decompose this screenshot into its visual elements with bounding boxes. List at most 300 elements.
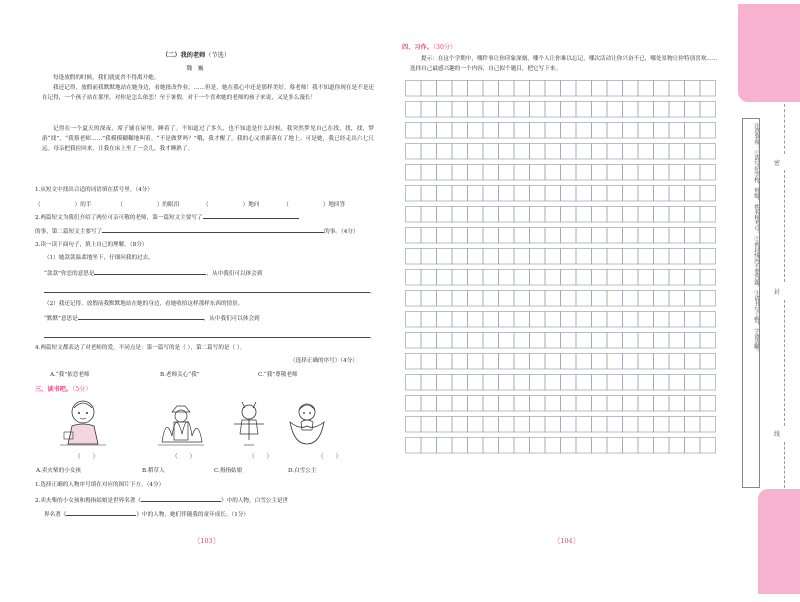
grid-cell[interactable] — [669, 102, 685, 118]
grid-cell[interactable] — [592, 312, 608, 328]
grid-cell[interactable] — [483, 228, 499, 244]
grid-cell[interactable] — [685, 291, 701, 307]
grid-cell[interactable] — [561, 207, 577, 223]
grid-cell[interactable] — [530, 165, 546, 181]
grid-cell[interactable] — [576, 249, 592, 265]
grid-cell[interactable] — [576, 144, 592, 160]
grid-cell[interactable] — [576, 375, 592, 391]
grid-cell[interactable] — [638, 312, 654, 328]
grid-cell[interactable] — [592, 186, 608, 202]
grid-cell[interactable] — [437, 417, 453, 433]
grid-cell[interactable] — [468, 354, 484, 370]
grid-cell[interactable] — [437, 144, 453, 160]
grid-cell[interactable] — [607, 228, 623, 244]
grid-cell[interactable] — [623, 375, 639, 391]
grid-cell[interactable] — [654, 396, 670, 412]
grid-cell[interactable] — [545, 123, 561, 139]
grid-cell[interactable] — [499, 102, 515, 118]
grid-cell[interactable] — [700, 396, 716, 412]
grid-cell[interactable] — [545, 417, 561, 433]
grid-cell[interactable] — [607, 375, 623, 391]
grid-cell[interactable] — [530, 417, 546, 433]
grid-cell[interactable] — [468, 102, 484, 118]
grid-cell[interactable] — [483, 375, 499, 391]
grid-cell[interactable] — [514, 165, 530, 181]
grid-cell[interactable] — [576, 228, 592, 244]
grid-cell[interactable] — [576, 417, 592, 433]
grid-cell[interactable] — [514, 396, 530, 412]
grid-cell[interactable] — [592, 375, 608, 391]
grid-cell[interactable] — [452, 249, 468, 265]
grid-cell[interactable] — [483, 312, 499, 328]
grid-cell[interactable] — [514, 186, 530, 202]
grid-cell[interactable] — [576, 291, 592, 307]
grid-cell[interactable] — [654, 375, 670, 391]
grid-cell[interactable] — [561, 291, 577, 307]
grid-cell[interactable] — [685, 375, 701, 391]
grid-cell[interactable] — [452, 438, 468, 454]
grid-cell[interactable] — [468, 333, 484, 349]
grid-cell[interactable] — [669, 207, 685, 223]
grid-cell[interactable] — [669, 165, 685, 181]
grid-cell[interactable] — [669, 123, 685, 139]
grid-cell[interactable] — [530, 396, 546, 412]
grid-cell[interactable] — [623, 165, 639, 181]
grid-cell[interactable] — [654, 207, 670, 223]
grid-cell[interactable] — [654, 165, 670, 181]
grid-cell[interactable] — [406, 186, 422, 202]
grid-cell[interactable] — [561, 417, 577, 433]
grid-cell[interactable] — [654, 144, 670, 160]
grid-cell[interactable] — [685, 165, 701, 181]
writing-grid[interactable] — [405, 80, 723, 525]
grid-cell[interactable] — [669, 291, 685, 307]
grid-cell[interactable] — [576, 396, 592, 412]
grid-cell[interactable] — [468, 270, 484, 286]
answer-blank[interactable] — [66, 510, 136, 516]
grid-cell[interactable] — [638, 102, 654, 118]
grid-cell[interactable] — [654, 417, 670, 433]
grid-cell[interactable] — [452, 375, 468, 391]
grid-cell[interactable] — [700, 123, 716, 139]
grid-cell[interactable] — [468, 438, 484, 454]
grid-cell[interactable] — [406, 417, 422, 433]
grid-cell[interactable] — [654, 312, 670, 328]
grid-cell[interactable] — [499, 312, 515, 328]
grid-cell[interactable] — [468, 207, 484, 223]
grid-cell[interactable] — [468, 375, 484, 391]
grid-cell[interactable] — [545, 312, 561, 328]
grid-cell[interactable] — [669, 354, 685, 370]
grid-cell[interactable] — [638, 270, 654, 286]
grid-cell[interactable] — [530, 354, 546, 370]
grid-cell[interactable] — [545, 333, 561, 349]
grid-cell[interactable] — [607, 249, 623, 265]
grid-cell[interactable] — [499, 186, 515, 202]
grid-cell[interactable] — [421, 270, 437, 286]
grid-cell[interactable] — [468, 123, 484, 139]
grid-cell[interactable] — [483, 207, 499, 223]
grid-cell[interactable] — [483, 333, 499, 349]
grid-cell[interactable] — [499, 333, 515, 349]
grid-cell[interactable] — [700, 312, 716, 328]
grid-cell[interactable] — [669, 375, 685, 391]
grid-cell[interactable] — [700, 165, 716, 181]
grid-cell[interactable] — [499, 354, 515, 370]
grid-cell[interactable] — [499, 375, 515, 391]
grid-cell[interactable] — [700, 438, 716, 454]
grid-cell[interactable] — [406, 165, 422, 181]
grid-cell[interactable] — [452, 417, 468, 433]
grid-cell[interactable] — [607, 144, 623, 160]
grid-cell[interactable] — [638, 375, 654, 391]
grid-cell[interactable] — [669, 228, 685, 244]
grid-cell[interactable] — [406, 312, 422, 328]
grid-cell[interactable] — [669, 144, 685, 160]
grid-cell[interactable] — [514, 249, 530, 265]
grid-cell[interactable] — [700, 228, 716, 244]
grid-cell[interactable] — [499, 123, 515, 139]
grid-cell[interactable] — [685, 102, 701, 118]
grid-cell[interactable] — [421, 354, 437, 370]
grid-cell[interactable] — [421, 207, 437, 223]
grid-cell[interactable] — [561, 438, 577, 454]
grid-cell[interactable] — [685, 417, 701, 433]
grid-cell[interactable] — [561, 228, 577, 244]
grid-cell[interactable] — [685, 249, 701, 265]
grid-cell[interactable] — [545, 81, 561, 97]
grid-cell[interactable] — [499, 438, 515, 454]
grid-cell[interactable] — [545, 375, 561, 391]
grid-cell[interactable] — [623, 312, 639, 328]
grid-cell[interactable] — [483, 438, 499, 454]
grid-cell[interactable] — [530, 102, 546, 118]
grid-cell[interactable] — [623, 270, 639, 286]
grid-cell[interactable] — [421, 312, 437, 328]
grid-cell[interactable] — [452, 228, 468, 244]
grid-cell[interactable] — [530, 228, 546, 244]
grid-cell[interactable] — [406, 354, 422, 370]
grid-cell[interactable] — [638, 123, 654, 139]
grid-cell[interactable] — [607, 333, 623, 349]
grid-cell[interactable] — [468, 249, 484, 265]
grid-cell[interactable] — [685, 186, 701, 202]
grid-cell[interactable] — [514, 81, 530, 97]
grid-cell[interactable] — [592, 123, 608, 139]
grid-cell[interactable] — [638, 165, 654, 181]
grid-cell[interactable] — [483, 102, 499, 118]
grid-cell[interactable] — [499, 291, 515, 307]
grid-cell[interactable] — [700, 186, 716, 202]
grid-cell[interactable] — [437, 228, 453, 244]
grid-cell[interactable] — [576, 102, 592, 118]
grid-cell[interactable] — [669, 417, 685, 433]
answer-blank[interactable] — [203, 213, 299, 219]
grid-cell[interactable] — [514, 270, 530, 286]
grid-cell[interactable] — [406, 207, 422, 223]
grid-cell[interactable] — [561, 81, 577, 97]
grid-cell[interactable] — [437, 165, 453, 181]
grid-cell[interactable] — [437, 291, 453, 307]
grid-cell[interactable] — [654, 270, 670, 286]
grid-cell[interactable] — [561, 375, 577, 391]
grid-cell[interactable] — [468, 312, 484, 328]
grid-cell[interactable] — [545, 165, 561, 181]
grid-cell[interactable] — [545, 186, 561, 202]
grid-cell[interactable] — [530, 249, 546, 265]
grid-cell[interactable] — [592, 165, 608, 181]
grid-cell[interactable] — [561, 354, 577, 370]
grid-cell[interactable] — [530, 207, 546, 223]
grid-cell[interactable] — [638, 438, 654, 454]
grid-cell[interactable] — [607, 270, 623, 286]
grid-cell[interactable] — [654, 102, 670, 118]
grid-cell[interactable] — [592, 354, 608, 370]
grid-cell[interactable] — [452, 165, 468, 181]
grid-cell[interactable] — [623, 102, 639, 118]
grid-cell[interactable] — [561, 312, 577, 328]
grid-cell[interactable] — [514, 417, 530, 433]
grid-cell[interactable] — [406, 144, 422, 160]
grid-cell[interactable] — [623, 228, 639, 244]
grid-cell[interactable] — [530, 270, 546, 286]
grid-cell[interactable] — [685, 270, 701, 286]
grid-cell[interactable] — [623, 396, 639, 412]
grid-cell[interactable] — [514, 207, 530, 223]
grid-cell[interactable] — [468, 81, 484, 97]
grid-cell[interactable] — [514, 375, 530, 391]
grid-cell[interactable] — [638, 396, 654, 412]
grid-cell[interactable] — [406, 270, 422, 286]
grid-cell[interactable] — [669, 333, 685, 349]
grid-cell[interactable] — [530, 438, 546, 454]
grid-cell[interactable] — [499, 417, 515, 433]
grid-cell[interactable] — [499, 81, 515, 97]
grid-cell[interactable] — [437, 186, 453, 202]
grid-cell[interactable] — [700, 144, 716, 160]
grid-cell[interactable] — [592, 207, 608, 223]
grid-cell[interactable] — [452, 102, 468, 118]
grid-cell[interactable] — [452, 396, 468, 412]
grid-cell[interactable] — [514, 144, 530, 160]
grid-cell[interactable] — [685, 228, 701, 244]
grid-cell[interactable] — [669, 270, 685, 286]
grid-cell[interactable] — [561, 186, 577, 202]
grid-cell[interactable] — [545, 438, 561, 454]
grid-cell[interactable] — [406, 375, 422, 391]
grid-cell[interactable] — [421, 396, 437, 412]
grid-cell[interactable] — [592, 438, 608, 454]
grid-cell[interactable] — [530, 123, 546, 139]
grid-cell[interactable] — [452, 291, 468, 307]
grid-cell[interactable] — [654, 438, 670, 454]
grid-cell[interactable] — [592, 291, 608, 307]
grid-cell[interactable] — [499, 165, 515, 181]
grid-cell[interactable] — [468, 165, 484, 181]
grid-cell[interactable] — [654, 186, 670, 202]
grid-cell[interactable] — [483, 186, 499, 202]
grid-cell[interactable] — [530, 144, 546, 160]
grid-cell[interactable] — [545, 291, 561, 307]
grid-cell[interactable] — [514, 354, 530, 370]
grid-cell[interactable] — [406, 228, 422, 244]
grid-cell[interactable] — [700, 375, 716, 391]
grid-cell[interactable] — [607, 291, 623, 307]
grid-cell[interactable] — [638, 144, 654, 160]
answer-blank[interactable] — [94, 269, 206, 275]
grid-cell[interactable] — [437, 354, 453, 370]
grid-cell[interactable] — [514, 438, 530, 454]
grid-cell[interactable] — [421, 123, 437, 139]
grid-cell[interactable] — [437, 438, 453, 454]
grid-cell[interactable] — [530, 81, 546, 97]
grid-cell[interactable] — [623, 249, 639, 265]
grid-cell[interactable] — [421, 375, 437, 391]
grid-cell[interactable] — [700, 207, 716, 223]
grid-cell[interactable] — [654, 123, 670, 139]
grid-cell[interactable] — [437, 207, 453, 223]
grid-cell[interactable] — [654, 249, 670, 265]
answer-blank[interactable] — [209, 200, 243, 206]
grid-cell[interactable] — [561, 123, 577, 139]
grid-cell[interactable] — [638, 228, 654, 244]
grid-cell[interactable] — [406, 249, 422, 265]
grid-cell[interactable] — [685, 144, 701, 160]
answer-blank[interactable] — [102, 227, 324, 233]
grid-cell[interactable] — [700, 291, 716, 307]
grid-cell[interactable] — [452, 312, 468, 328]
grid-cell[interactable] — [406, 333, 422, 349]
grid-cell[interactable] — [607, 81, 623, 97]
grid-cell[interactable] — [561, 102, 577, 118]
grid-cell[interactable] — [561, 249, 577, 265]
grid-cell[interactable] — [545, 354, 561, 370]
grid-cell[interactable] — [421, 249, 437, 265]
grid-cell[interactable] — [530, 291, 546, 307]
grid-cell[interactable] — [638, 207, 654, 223]
grid-cell[interactable] — [654, 81, 670, 97]
answer-blank[interactable] — [123, 200, 157, 206]
grid-cell[interactable] — [576, 186, 592, 202]
grid-cell[interactable] — [468, 144, 484, 160]
grid-cell[interactable] — [576, 270, 592, 286]
grid-cell[interactable] — [607, 354, 623, 370]
grid-cell[interactable] — [654, 354, 670, 370]
grid-cell[interactable] — [468, 417, 484, 433]
grid-cell[interactable] — [576, 333, 592, 349]
grid-cell[interactable] — [421, 144, 437, 160]
grid-cell[interactable] — [545, 270, 561, 286]
grid-cell[interactable] — [452, 186, 468, 202]
grid-cell[interactable] — [421, 333, 437, 349]
grid-cell[interactable] — [576, 123, 592, 139]
grid-cell[interactable] — [406, 291, 422, 307]
grid-cell[interactable] — [452, 270, 468, 286]
grid-cell[interactable] — [638, 249, 654, 265]
grid-cell[interactable] — [483, 144, 499, 160]
grid-cell[interactable] — [592, 144, 608, 160]
grid-cell[interactable] — [561, 144, 577, 160]
grid-cell[interactable] — [592, 396, 608, 412]
grid-cell[interactable] — [530, 333, 546, 349]
grid-cell[interactable] — [700, 333, 716, 349]
grid-cell[interactable] — [483, 396, 499, 412]
grid-cell[interactable] — [530, 186, 546, 202]
grid-cell[interactable] — [685, 333, 701, 349]
grid-cell[interactable] — [545, 396, 561, 412]
grid-cell[interactable] — [421, 186, 437, 202]
grid-cell[interactable] — [452, 144, 468, 160]
grid-cell[interactable] — [669, 396, 685, 412]
grid-cell[interactable] — [592, 270, 608, 286]
grid-cell[interactable] — [685, 396, 701, 412]
grid-cell[interactable] — [638, 186, 654, 202]
grid-cell[interactable] — [607, 123, 623, 139]
grid-cell[interactable] — [654, 291, 670, 307]
answer-blank[interactable] — [41, 200, 75, 206]
grid-cell[interactable] — [623, 207, 639, 223]
grid-cell[interactable] — [468, 228, 484, 244]
grid-cell[interactable] — [406, 438, 422, 454]
grid-cell[interactable] — [623, 417, 639, 433]
grid-cell[interactable] — [623, 186, 639, 202]
grid-cell[interactable] — [421, 102, 437, 118]
grid-cell[interactable] — [700, 417, 716, 433]
grid-cell[interactable] — [592, 228, 608, 244]
grid-cell[interactable] — [406, 396, 422, 412]
grid-cell[interactable] — [499, 207, 515, 223]
grid-cell[interactable] — [576, 165, 592, 181]
grid-cell[interactable] — [561, 333, 577, 349]
grid-cell[interactable] — [623, 291, 639, 307]
grid-cell[interactable] — [654, 228, 670, 244]
grid-cell[interactable] — [468, 396, 484, 412]
grid-cell[interactable] — [499, 249, 515, 265]
grid-cell[interactable] — [452, 123, 468, 139]
grid-cell[interactable] — [421, 165, 437, 181]
grid-cell[interactable] — [514, 228, 530, 244]
grid-cell[interactable] — [623, 144, 639, 160]
grid-cell[interactable] — [638, 81, 654, 97]
grid-cell[interactable] — [607, 438, 623, 454]
grid-cell[interactable] — [545, 102, 561, 118]
grid-cell[interactable] — [514, 123, 530, 139]
grid-cell[interactable] — [700, 81, 716, 97]
grid-cell[interactable] — [638, 291, 654, 307]
grid-cell[interactable] — [499, 144, 515, 160]
grid-cell[interactable] — [685, 438, 701, 454]
grid-cell[interactable] — [607, 165, 623, 181]
answer-blank[interactable] — [289, 200, 323, 206]
grid-cell[interactable] — [654, 333, 670, 349]
grid-cell[interactable] — [514, 291, 530, 307]
grid-cell[interactable] — [623, 438, 639, 454]
grid-cell[interactable] — [685, 354, 701, 370]
answer-blank[interactable] — [141, 496, 221, 502]
grid-cell[interactable] — [499, 396, 515, 412]
grid-cell[interactable] — [576, 438, 592, 454]
grid-cell[interactable] — [669, 312, 685, 328]
grid-cell[interactable] — [514, 102, 530, 118]
grid-cell[interactable] — [623, 333, 639, 349]
grid-cell[interactable] — [638, 417, 654, 433]
grid-cell[interactable] — [669, 438, 685, 454]
grid-cell[interactable] — [607, 207, 623, 223]
grid-cell[interactable] — [483, 291, 499, 307]
grid-cell[interactable] — [530, 312, 546, 328]
grid-cell[interactable] — [685, 81, 701, 97]
grid-cell[interactable] — [437, 123, 453, 139]
